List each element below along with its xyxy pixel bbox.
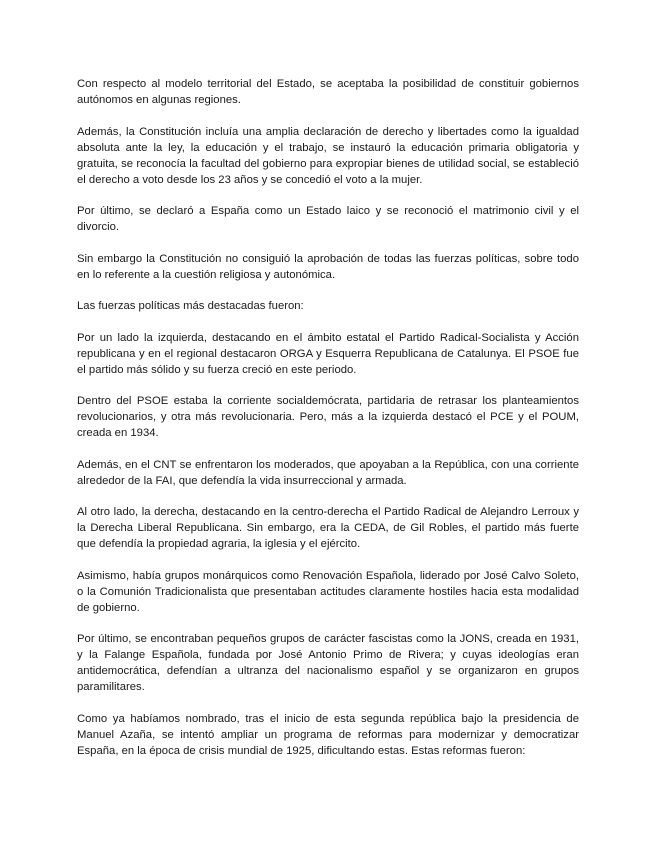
paragraph-left-wing: Por un lado la izquierda, destacando en el ámbito estatal el Partido Radical-Socialista y Acción republicana y en el regional destacaron ORGA y Esquerra Republicana de Catalunya. El PSOE fue el partido más sólido y su fuerza creció en este periodo. bbox=[77, 331, 579, 376]
paragraph-fascist-groups: Por último, se encontraban pequeños grupos de carácter fascistas como la JONS, creada en 1931, y la Falange Española, fundada por José Antonio Primo de Rivera; y cuyas ideologías eran antidemocrática, defendían a ultranza del nacionalismo español y se organizaron en grupos paramilitares. bbox=[77, 633, 579, 693]
paragraph-secular-state: Por último, se declaró a España como un Estado laico y se reconoció el matrimonio civil y el divorcio. bbox=[77, 205, 579, 233]
paragraph-psoe: Dentro del PSOE estaba la corriente socialdemócrata, partidaria de retrasar los planteamientos revolucionarios, y otra más revolucionaria. Pero, más a la izquierda destacó el PCE y el POUM, creada en 1934. bbox=[77, 395, 579, 439]
paragraph-territorial-model: Con respecto al modelo territorial del Estado, se aceptaba la posibilidad de constituir gobiernos autónomos en algunas regiones. bbox=[77, 78, 579, 106]
paragraph-constitution-rights: Además, la Constitución incluía una amplia declaración de derecho y libertades como la igualdad absoluta ante la ley, la educación y el trabajo, se instauró la educación primaria obligatoria y gratuita, se reconocía la facultad del gobierno para expropiar bienes de utilidad social, se estableció el derecho a voto desde los 23 años y se concedió el voto a la mujer. bbox=[77, 125, 579, 186]
paragraph-right-wing: Al otro lado, la derecha, destacando en la centro-derecha el Partido Radical de Alejandro Lerroux y la Derecha Liberal Republicana. Sin embargo, era la CEDA, de Gil Robles, el partido más fuerte que defendía la propiedad agraria, la iglesia y el ejército. bbox=[77, 506, 579, 550]
paragraph-cnt: Además, en el CNT se enfrentaron los moderados, que apoyaban a la República, con una corriente alrededor de la FAI, que defendía la vida insurreccional y armada. bbox=[77, 458, 579, 487]
paragraph-constitution-approval: Sin embargo la Constitución no consiguió la aprobación de todas las fuerzas políticas, sobre todo en lo referente a la cuestión religiosa y autonómica. bbox=[77, 252, 579, 281]
paragraph-reforms-intro: Como ya habíamos nombrado, tras el inicio de esta segunda república bajo la presidencia de Manuel Azaña, se intentó ampliar un programa de reformas para modernizar y democratizar España, en la época de crisis mundial de 1925, dificultando estas. Estas reformas fueron: bbox=[77, 712, 579, 757]
document-body bbox=[77, 76, 579, 774]
paragraph-political-forces-intro: Las fuerzas políticas más destacadas fueron: bbox=[77, 300, 304, 312]
paragraph-monarchists: Asimismo, había grupos monárquicos como Renovación Española, liderado por José Calvo Soleto, o la Comunión Tradicionalista que presentaban actitudes claramente hostiles hacia esta modalidad de gobierno. bbox=[77, 569, 579, 614]
